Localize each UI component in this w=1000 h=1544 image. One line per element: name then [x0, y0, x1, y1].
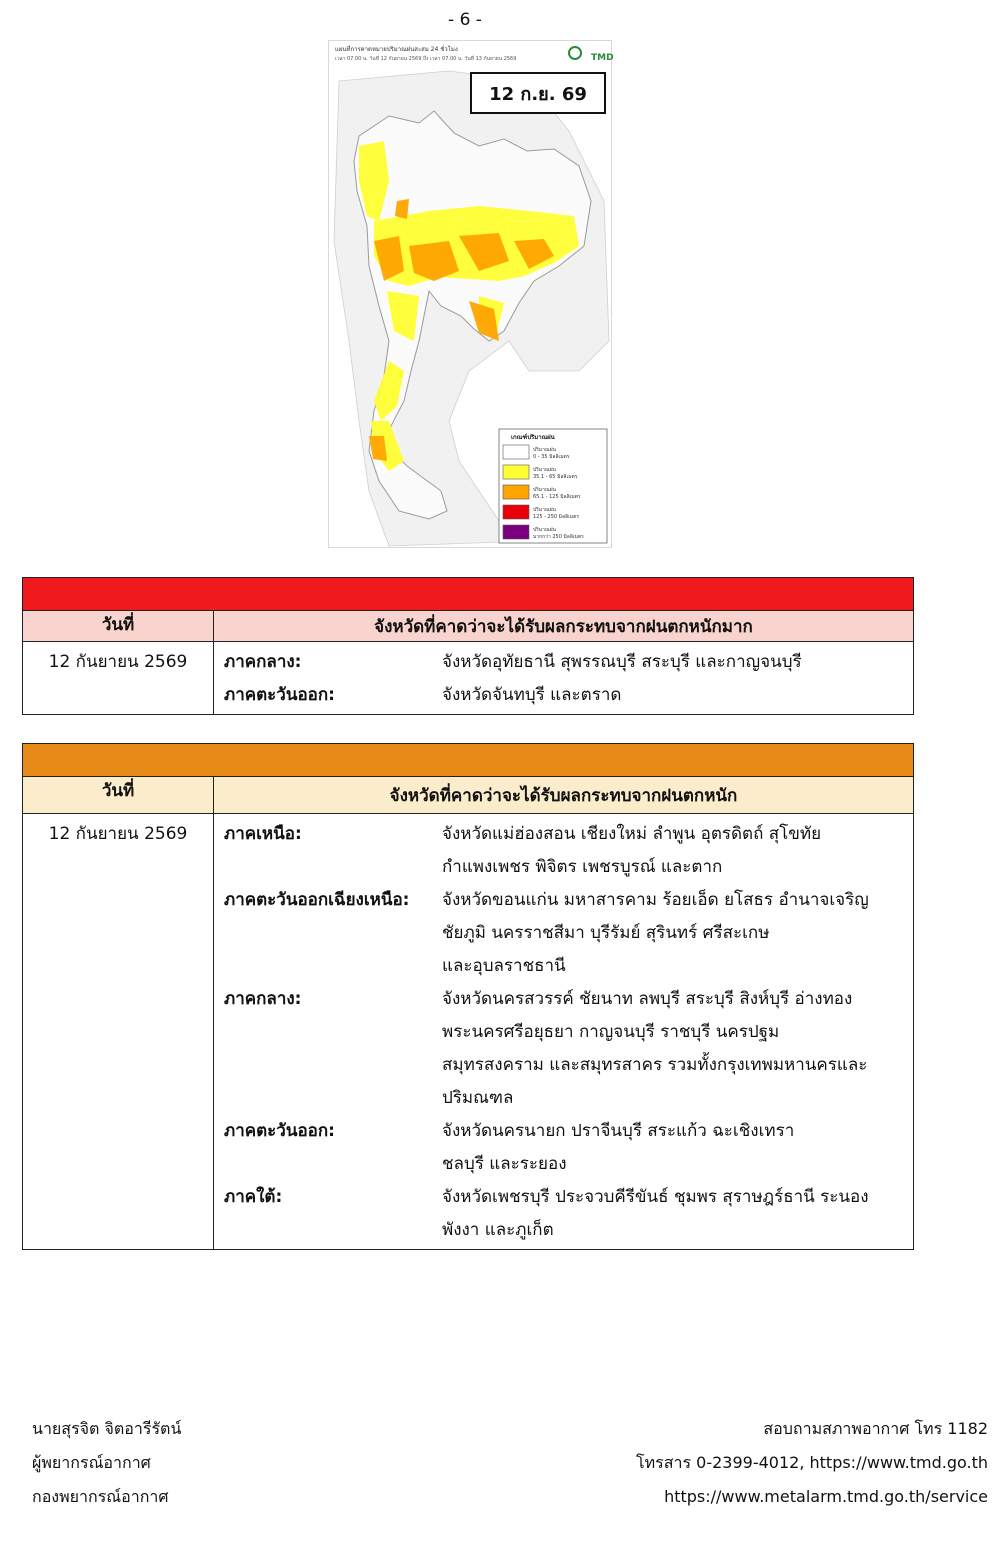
map-title-line1: แผนที่การคาดหมายปริมาณฝนสะสม 24 ชั่วโมง	[335, 46, 458, 53]
legend-swatch	[503, 505, 529, 519]
province-line: จังหวัดจันทบุรี และตราด	[442, 685, 622, 705]
province-list	[442, 884, 903, 983]
contact-service-link[interactable]: https://www.metalarm.tmd.go.th/service	[664, 1487, 988, 1506]
province-line: จังหวัดแม่ฮ่องสอน เชียงใหม่ ลำพูน อุตรดิตถ์ สุโขทัย	[442, 824, 822, 844]
table-header-row	[23, 611, 914, 642]
table-row	[23, 642, 914, 715]
legend-value: 35.1 - 65 มิลลิเมตร	[533, 474, 578, 480]
legend-value: 0 - 35 มิลลิเมตร	[533, 454, 570, 460]
forecaster-name: นายสุรจิต จิตอารีรัตน์	[32, 1419, 182, 1438]
table-row	[23, 814, 914, 1250]
province-line: จังหวัดนครสวรรค์ ชัยนาท ลพบุรี สระบุรี สิงห์บุรี อ่างทอง	[442, 989, 853, 1009]
legend-swatch	[503, 525, 529, 539]
legend-value: มากกว่า 250 มิลลิเมตร	[533, 534, 584, 540]
region-name: ภาคกลาง:	[224, 652, 302, 672]
region-east	[224, 1115, 903, 1181]
table-header-row	[23, 777, 914, 814]
region-name: ภาคตะวันออก:	[224, 1121, 335, 1141]
province-line: จังหวัดอุทัยธานี สุพรรณบุรี สระบุรี และกาญจนบุรี	[442, 652, 802, 672]
province-list	[442, 983, 903, 1115]
region-central	[224, 646, 903, 679]
region-south	[224, 1181, 903, 1247]
map-title-line2: เวลา 07.00 น. วันที่ 12 กันยายน 2569 ถึง เวลา 07.00 น. วันที่ 13 กันยายน 2569	[335, 56, 517, 62]
heavy-rain-table	[22, 743, 914, 1250]
thailand-map-graphic	[329, 41, 614, 547]
orange-warning-bar	[23, 744, 914, 777]
legend-value: 125 - 250 มิลลิเมตร	[533, 514, 580, 520]
contact-fax-website[interactable]: โทรสาร 0-2399-4012, https://www.tmd.go.th	[636, 1453, 988, 1472]
forecaster-title: ผู้พยากรณ์อากาศ	[32, 1453, 151, 1472]
region-central	[224, 983, 903, 1115]
header-provinces: จังหวัดที่คาดว่าจะได้รับผลกระทบจากฝนตกหนักมาก	[214, 611, 914, 642]
page-number: - 6 -	[448, 10, 482, 30]
province-line: จังหวัดนครนายก ปราจีนบุรี สระแก้ว ฉะเชิงเทรา	[442, 1121, 795, 1141]
province-line: กำแพงเพชร พิจิตร เพชรบูรณ์ และตาก	[442, 857, 723, 877]
province-list	[442, 1181, 903, 1247]
region-north	[224, 818, 903, 884]
contact-phone: สอบถามสภาพอากาศ โทร 1182	[763, 1419, 988, 1438]
footer-contact	[636, 1412, 988, 1514]
header-date: วันที่	[23, 777, 214, 814]
header-date: วันที่	[23, 611, 214, 642]
regions-cell	[214, 642, 914, 715]
province-line: ปริมณฑล	[442, 1088, 514, 1108]
logo-text: TMD	[591, 53, 614, 63]
date-cell: 12 กันยายน 2569	[23, 642, 214, 715]
province-list	[442, 1115, 903, 1181]
province-line: ชัยภูมิ นครราชสีมา บุรีรัมย์ สุรินทร์ ศรีสะเกษ	[442, 923, 770, 943]
province-list	[442, 646, 903, 679]
province-line: พระนครศรีอยุธยา กาญจนบุรี ราชบุรี นครปฐม	[442, 1022, 780, 1042]
region-name: ภาคเหนือ:	[224, 824, 302, 844]
forecaster-division: กองพยากรณ์อากาศ	[32, 1487, 169, 1506]
legend-label: ปริมาณฝน	[533, 467, 556, 473]
regions-cell	[214, 814, 914, 1250]
province-line: พังงา และภูเก็ต	[442, 1220, 554, 1240]
legend-swatch	[503, 445, 529, 459]
date-cell: 12 กันยายน 2569	[23, 814, 214, 1250]
region-name: ภาคใต้:	[224, 1187, 283, 1207]
province-line: จังหวัดขอนแก่น มหาสารคาม ร้อยเอ็ด ยโสธร อำนาจเจริญ	[442, 890, 869, 910]
province-line: จังหวัดเพชรบุรี ประจวบคีรีขันธ์ ชุมพร สุราษฎร์ธานี ระนอง	[442, 1187, 869, 1207]
map-date-label: 12 ก.ย. 69	[470, 72, 606, 114]
region-northeast	[224, 884, 903, 983]
tmd-logo-icon	[569, 47, 614, 63]
header-provinces: จังหวัดที่คาดว่าจะได้รับผลกระทบจากฝนตกหนัก	[214, 777, 914, 814]
legend-label: ปริมาณฝน	[533, 527, 556, 533]
very-heavy-rain-table	[22, 577, 914, 715]
red-warning-bar	[23, 578, 914, 611]
rain-legend	[499, 429, 607, 543]
legend-value: 65.1 - 125 มิลลิเมตร	[533, 494, 581, 500]
province-line: ชลบุรี และระยอง	[442, 1154, 567, 1174]
footer-signature	[32, 1412, 181, 1514]
legend-title: เกณฑ์ปริมาณฝน	[511, 434, 555, 441]
province-list	[442, 679, 903, 712]
region-name: ภาคตะวันออกเฉียงเหนือ:	[224, 890, 410, 910]
province-list	[442, 818, 903, 884]
legend-swatch	[503, 485, 529, 499]
legend-swatch	[503, 465, 529, 479]
legend-label: ปริมาณฝน	[533, 487, 556, 493]
legend-label: ปริมาณฝน	[533, 447, 556, 453]
legend-label: ปริมาณฝน	[533, 507, 556, 513]
province-line: สมุทรสงคราม และสมุทรสาคร รวมทั้งกรุงเทพมหานครและ	[442, 1055, 868, 1075]
region-name: ภาคตะวันออก:	[224, 685, 335, 705]
region-name: ภาคกลาง:	[224, 989, 302, 1009]
region-east	[224, 679, 903, 712]
rainfall-map	[328, 40, 612, 548]
province-line: และอุบลราชธานี	[442, 956, 566, 976]
